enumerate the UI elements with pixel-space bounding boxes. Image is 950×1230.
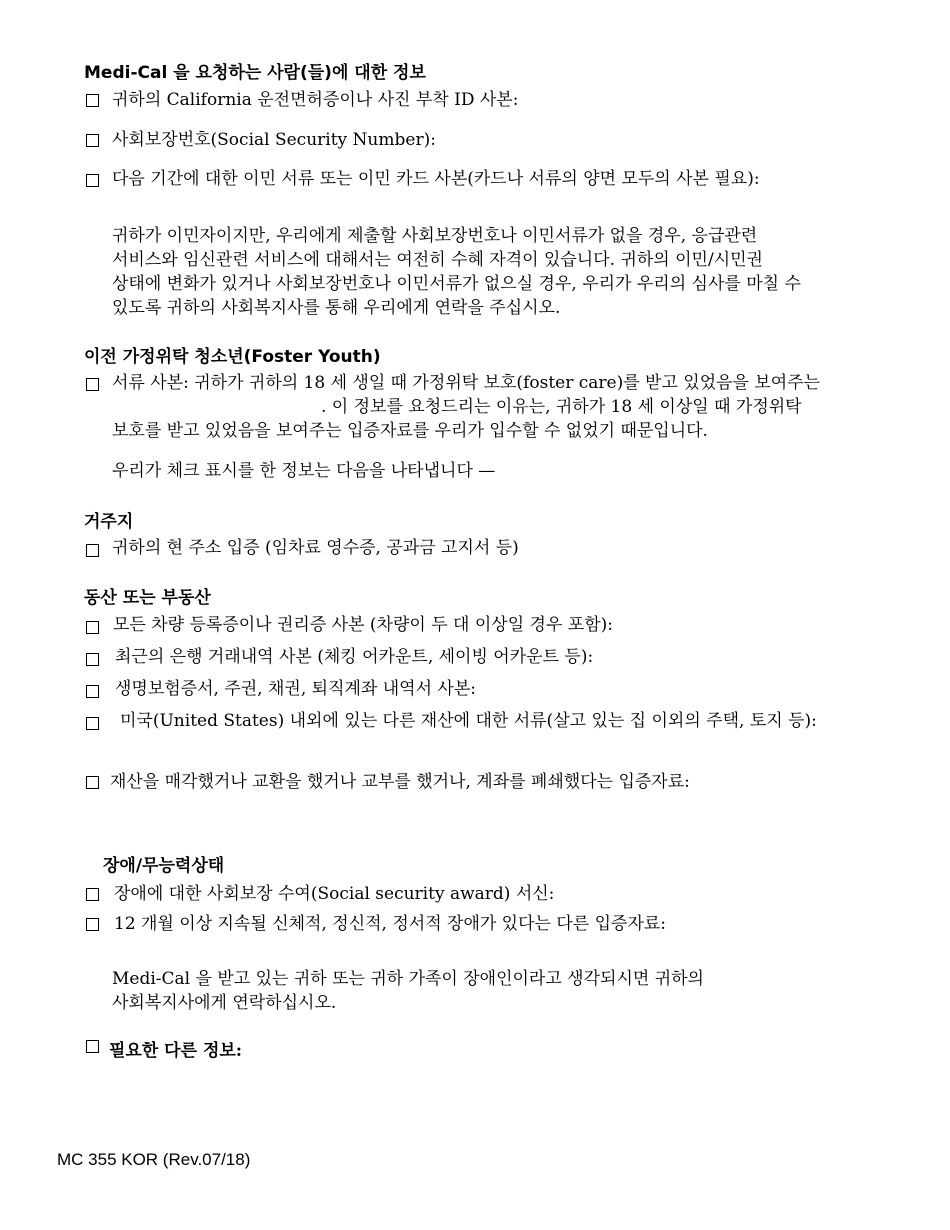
section-heading-disability: 장애/무능력상태 <box>103 856 225 876</box>
immigration-note <box>112 224 801 320</box>
item-foster-care-line-2: . 이 정보를 요청드리는 이유는, 귀하가 18 세 이상일 때 가정위탁 <box>321 397 802 417</box>
item-foster-care-line-3: 보호를 받고 있었음을 보여주는 입증자료를 우리가 입수할 수 없었기 때문입니다. <box>112 421 708 441</box>
item-property-transfer: 재산을 매각했거나 교환을 했거나 교부를 했거나, 계좌를 폐쇄했다는 입증자료: <box>110 772 690 792</box>
item-driver-license: 귀하의 California 운전면허증이나 사진 부착 ID 사본: <box>112 90 519 110</box>
item-disability-proof: 12 개월 이상 지속될 신체적, 정신적, 정서적 장애가 있다는 다른 입증자료: <box>114 914 667 934</box>
immigration-note-line: 있도록 귀하의 사회복지사를 통해 우리에게 연락을 주십시오. <box>112 298 561 318</box>
section-heading-requesting-person: Medi-Cal 을 요청하는 사람(들)에 대한 정보 <box>84 63 426 83</box>
checkbox-ssa-award[interactable] <box>86 888 99 901</box>
checkbox-driver-license[interactable] <box>86 94 99 107</box>
checkbox-immigration-docs[interactable] <box>86 174 99 187</box>
checkbox-other-info[interactable] <box>86 1040 99 1053</box>
checkbox-bank-statements[interactable] <box>86 653 99 666</box>
checkbox-vehicle-registration[interactable] <box>86 621 99 634</box>
checkbox-ssn[interactable] <box>86 134 99 147</box>
item-ssn: 사회보장번호(Social Security Number): <box>112 130 436 150</box>
checkbox-disability-proof[interactable] <box>86 918 99 931</box>
checkbox-foster-care-docs[interactable] <box>86 378 99 391</box>
item-insurance-stocks: 생명보험증서, 주권, 채권, 퇴직계좌 내역서 사본: <box>115 679 476 699</box>
item-foster-care-line-1: 서류 사본: 귀하가 귀하의 18 세 생일 때 가정위탁 보호(foster care)를 받고 있었음을 보여주는 <box>112 373 821 393</box>
checkbox-address-proof[interactable] <box>86 544 99 557</box>
checkbox-property-transfer[interactable] <box>86 776 99 789</box>
immigration-note-line: 서비스와 임신관련 서비스에 대해서는 여전히 수혜 자격이 있습니다. 귀하의 이민/시민권 <box>112 250 763 270</box>
section-heading-foster-youth: 이전 가정위탁 청소년(Foster Youth) <box>84 347 381 367</box>
item-bank-statements: 최근의 은행 거래내역 사본 (체킹 어카운트, 세이빙 어카운트 등): <box>115 647 594 667</box>
item-ssa-award: 장애에 대한 사회보장 수여(Social security award) 서신: <box>114 884 555 904</box>
checkbox-insurance-stocks[interactable] <box>86 685 99 698</box>
disability-note-line: Medi-Cal 을 받고 있는 귀하 또는 귀하 가족이 장애인이라고 생각되시면 귀하의 <box>112 969 704 989</box>
item-vehicle-registration: 모든 차량 등록증이나 권리증 사본 (차량이 두 대 이상일 경우 포함): <box>113 615 614 635</box>
section-heading-residence: 거주지 <box>84 512 134 532</box>
disability-note <box>112 967 704 1015</box>
form-id-footer: MC 355 KOR (Rev.07/18) <box>57 1150 251 1169</box>
checked-info-note: 우리가 체크 표시를 한 정보는 다음을 나타냅니다 — <box>112 461 496 481</box>
checkbox-other-property[interactable] <box>86 717 99 730</box>
section-heading-property: 동산 또는 부동산 <box>84 588 211 608</box>
item-immigration-docs: 다음 기간에 대한 이민 서류 또는 이민 카드 사본(카드나 서류의 양면 모두의 사본 필요): <box>112 169 760 189</box>
disability-note-line: 사회복지사에게 연락하십시오. <box>112 993 337 1013</box>
item-address-proof: 귀하의 현 주소 입증 (임차료 영수증, 공과금 고지서 등) <box>112 538 519 558</box>
immigration-note-line: 귀하가 이민자이지만, 우리에게 제출할 사회보장번호나 이민서류가 없을 경우, 응급관련 <box>112 226 758 246</box>
other-info-label: 필요한 다른 정보: <box>109 1041 243 1061</box>
item-other-property: 미국(United States) 내외에 있는 다른 재산에 대한 서류(살고 있는 집 이외의 주택, 토지 등): <box>120 711 817 731</box>
immigration-note-line: 상태에 변화가 있거나 사회보장번호나 이민서류가 없으실 경우, 우리가 우리의 심사를 마칠 수 <box>112 274 801 294</box>
